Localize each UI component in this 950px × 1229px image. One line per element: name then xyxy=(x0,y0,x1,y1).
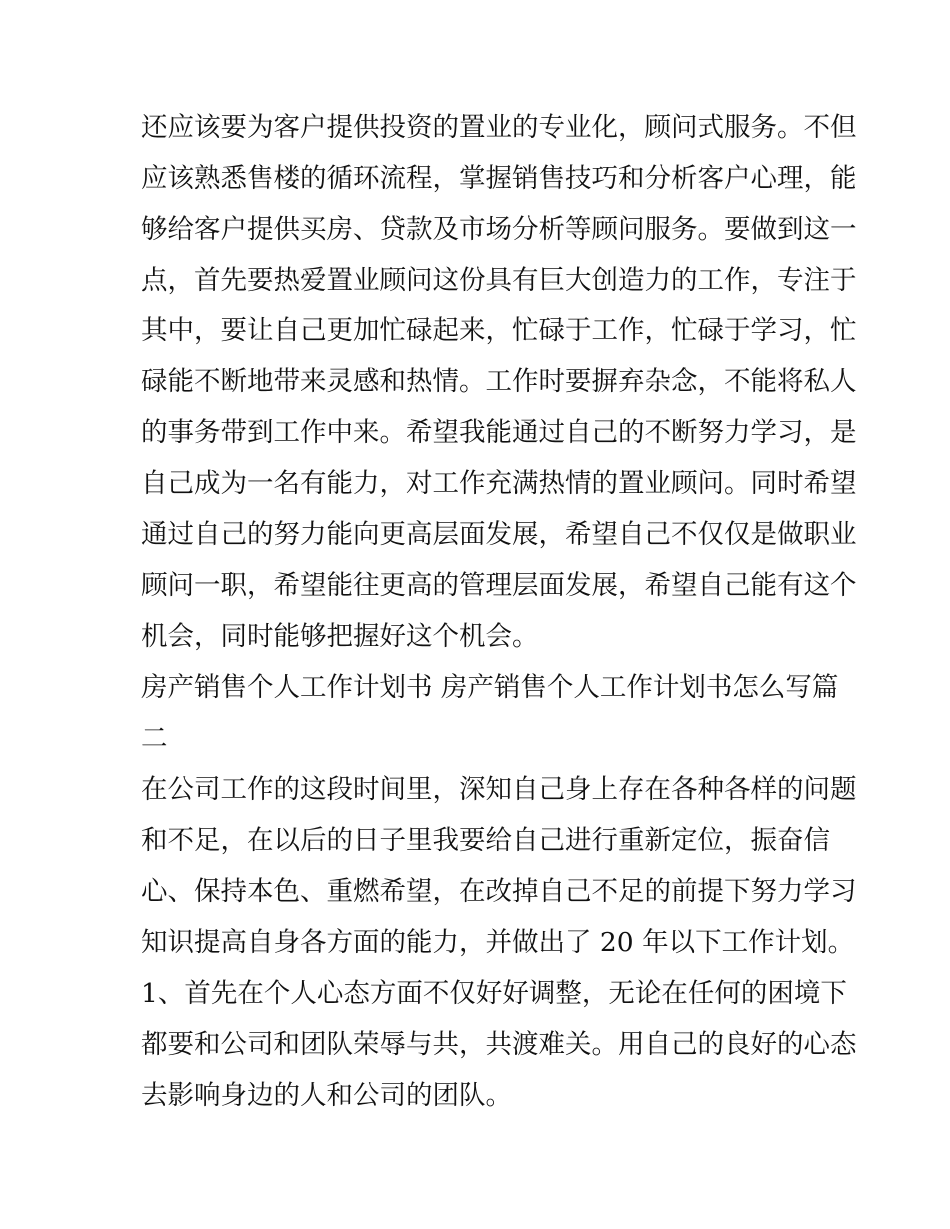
text-line: 通过自己的努力能向更高层面发展，希望自己不仅仅是做职业 xyxy=(141,519,857,550)
text-line: 心、保持本色、重燃希望，在改掉自己不足的前提下努力学习 xyxy=(141,876,857,907)
text-line: 机会，同时能够把握好这个机会。 xyxy=(141,621,539,652)
text-line: 在公司工作的这段时间里，深知自己身上存在各种各样的问题 xyxy=(141,774,857,805)
text-line: 知识提高自身各方面的能力，并做出了 20 年以下工作计划。 xyxy=(141,927,855,958)
text-line: 顾问一职，希望能往更高的管理层面发展，希望自己能有这个 xyxy=(141,570,857,601)
text-line: 去影响身边的人和公司的团队。 xyxy=(141,1080,512,1111)
text-line: 碌能不断地带来灵感和热情。工作时要摒弃杂念，不能将私人 xyxy=(141,366,857,397)
text-line: 点，首先要热爱置业顾问这份具有巨大创造力的工作，专注于 xyxy=(141,265,857,296)
text-line: 自己成为一名有能力，对工作充满热情的置业顾问。同时希望 xyxy=(141,468,857,499)
text-line: 的事务带到工作中来。希望我能通过自己的不断努力学习，是 xyxy=(141,417,857,448)
text-line: 都要和公司和团队荣辱与共，共渡难关。用自己的良好的心态 xyxy=(141,1029,857,1060)
text-line: 应该熟悉售楼的循环流程，掌握销售技巧和分析客户心理，能 xyxy=(141,163,857,194)
text-line: 和不足，在以后的日子里我要给自己进行重新定位，振奋信 xyxy=(141,825,830,856)
text-line: 其中，要让自己更加忙碌起来，忙碌于工作，忙碌于学习，忙 xyxy=(141,315,857,346)
heading-line: 二 xyxy=(141,723,168,754)
text-line: 1、首先在个人心态方面不仅好好调整，无论在任何的困境下 xyxy=(141,978,847,1009)
heading-line: 房产销售个人工作计划书 房产销售个人工作计划书怎么写篇 xyxy=(141,672,839,703)
text-line: 还应该要为客户提供投资的置业的专业化，顾问式服务。不但 xyxy=(141,112,857,143)
text-line: 够给客户提供买房、贷款及市场分析等顾问服务。要做到这一 xyxy=(141,214,857,245)
